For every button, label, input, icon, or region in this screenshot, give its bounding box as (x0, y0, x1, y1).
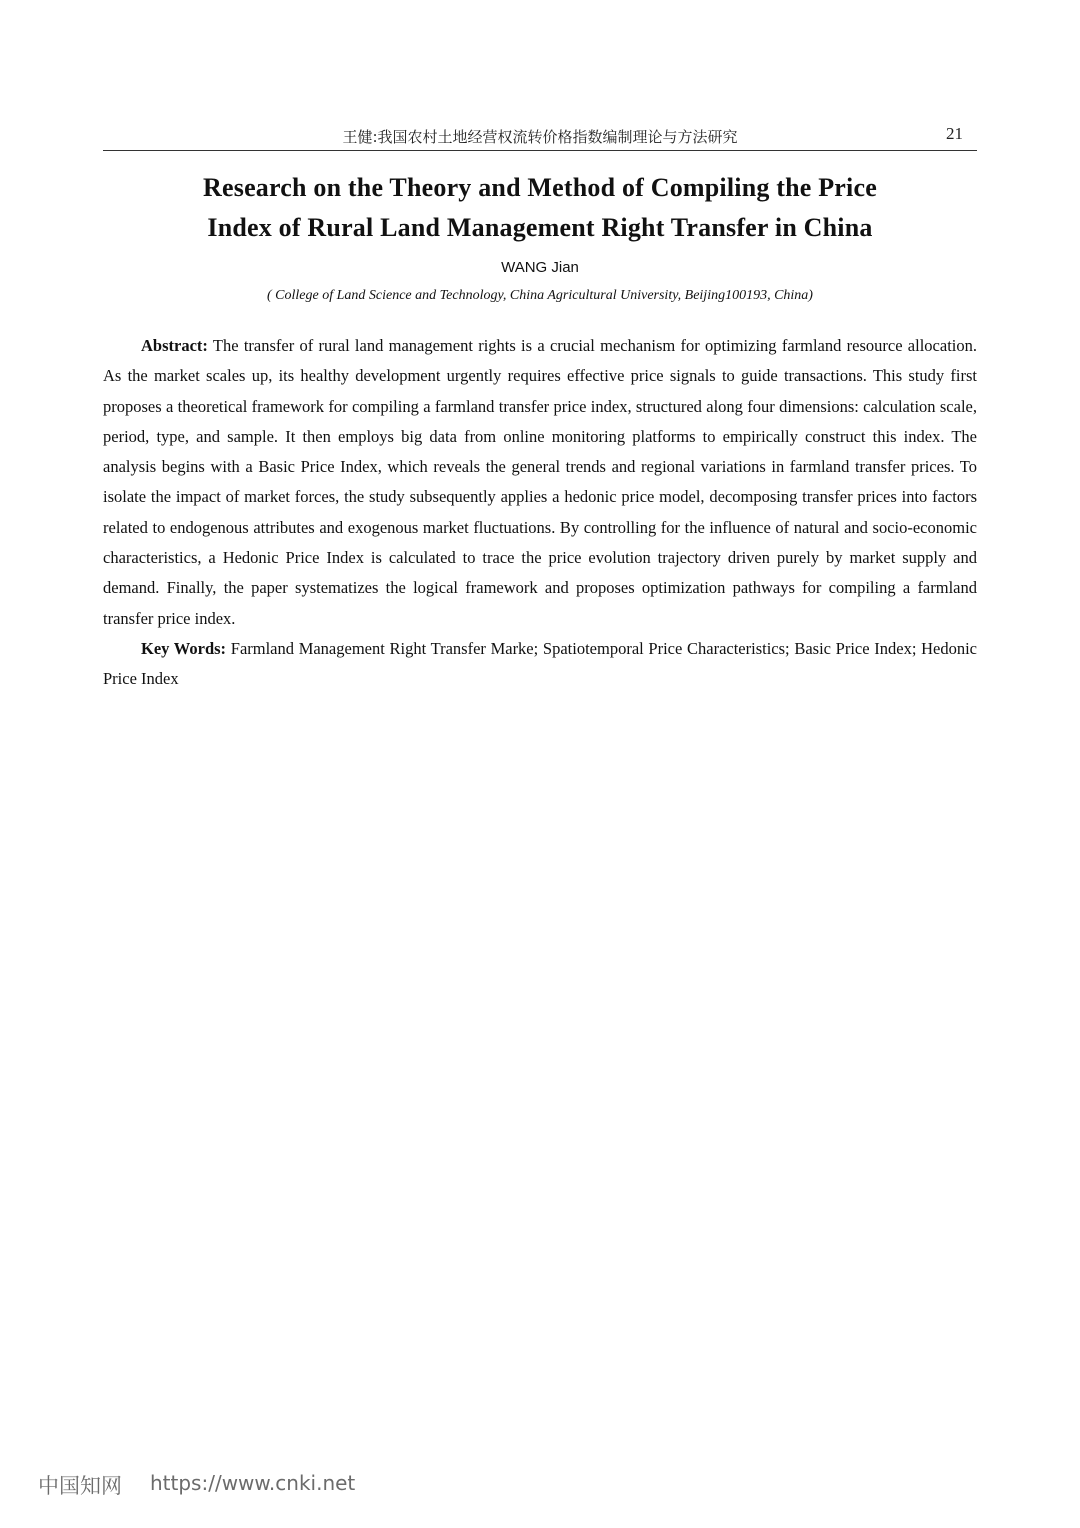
running-title: 王健:我国农村土地经营权流转价格指数编制理论与方法研究 (342, 128, 738, 146)
keywords-text: Farmland Management Right Transfer Marke; Spatiotemporal Price Characteristics; Basic Price Index; Hedonic Price Index (103, 638, 977, 689)
paper-title-line-2: Index of Rural Land Management Right Transfer in China (207, 213, 873, 242)
author-name: WANG Jian (501, 259, 579, 276)
page-number: 21 (946, 124, 963, 143)
title-block (103, 168, 977, 306)
abstract-paragraph (103, 331, 977, 634)
cnki-logo-text: 中国知网 (38, 1474, 122, 1498)
keywords-label: Key Words: (141, 638, 227, 658)
page-header (103, 122, 977, 151)
keywords-paragraph (103, 634, 977, 695)
abstract-section (103, 331, 977, 695)
abstract-text: The transfer of rural land management rights is a crucial mechanism for optimizing farmland resource allocation. As the market scales up, its healthy development urgently requires effective price signals to guide transactions. This study first proposes a theoretical framework for compiling a farmland transfer price index, structured along four dimensions: calculation scale, period, type, and sample. It then employs big data from online monitoring platforms to empirically construct this index. The analysis begins with a Basic Price Index, which reveals the general trends and regional variations in farmland transfer prices. To isolate the impact of market forces, the study subsequently applies a hedonic price model, decomposing transfer prices into factors related to endogenous attributes and exogenous market fluctuations. By controlling for the influence of natural and socio-economic characteristics, a Hedonic Price Index is calculated to trace the price evolution trajectory driven purely by market supply and demand. Finally, the paper systematizes the logical framework and proposes optimization pathways for compiling a farmland transfer price index. (103, 336, 977, 628)
abstract-label: Abstract: (141, 336, 208, 355)
paper-title-line-1: Research on the Theory and Method of Compiling the Price (203, 173, 877, 202)
author-affiliation: ( College of Land Science and Technology, China Agricultural University, Beijing100193, China) (267, 288, 813, 303)
cnki-url[interactable]: https://www.cnki.net (150, 1471, 356, 1495)
